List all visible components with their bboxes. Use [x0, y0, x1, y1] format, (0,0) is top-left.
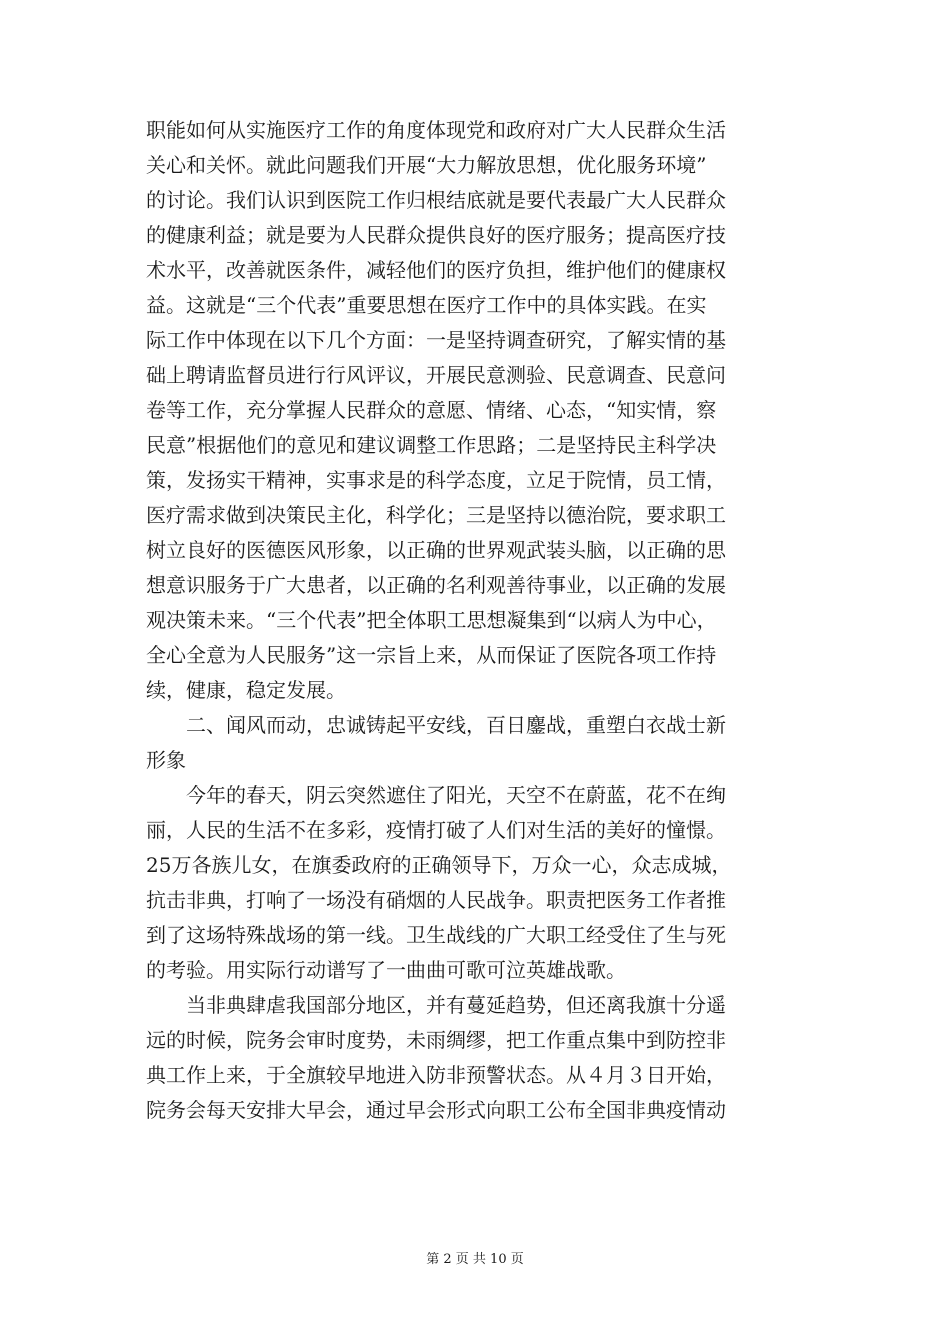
text-line: 的健康利益；就是要为人民群众提供良好的医疗服务；提高医疗技 — [146, 223, 726, 247]
text-line: 今年的春天，阴云突然遮住了阳光，天空不在蔚蓝，花不在绚 — [186, 783, 726, 807]
text-line: 际工作中体现在以下几个方面：一是坚持调查研究，了解实情的基 — [146, 328, 726, 352]
text-line: 益。这就是“三个代表”重要思想在医疗工作中的具体实践。在实 — [146, 293, 707, 317]
page-number: 第 2 页 共 10 页 — [426, 1252, 524, 1267]
body-text — [146, 113, 816, 1128]
text-line: 典工作上来，于全旗较早地进入防非预警状态。从４月３日开始， — [146, 1063, 726, 1087]
text-line: 院务会每天安排大早会，通过早会形式向职工公布全国非典疫情动 — [146, 1098, 726, 1122]
text-line: 到了这场特殊战场的第一线。卫生战线的广大职工经受住了生与死 — [146, 923, 726, 947]
text-line: 全心全意为人民服务”这一宗旨上来，从而保证了医院各项工作持 — [146, 643, 717, 667]
text-line: 丽，人民的生活不在多彩，疫情打破了人们对生活的美好的憧憬。 — [146, 818, 726, 842]
text-line: 形象 — [146, 748, 186, 772]
text-line: 25万各族儿女，在旗委政府的正确领导下，万众一心，众志成城， — [146, 853, 732, 877]
text-line: 树立良好的医德医风形象，以正确的世界观武装头脑，以正确的思 — [146, 538, 726, 562]
text-line: 当非典肆虐我国部分地区，并有蔓延趋势，但还离我旗十分遥 — [186, 993, 726, 1017]
text-line: 抗击非典，打响了一场没有硝烟的人民战争。职责把医务工作者推 — [146, 888, 726, 912]
text-line: 础上聘请监督员进行行风评议，开展民意测验、民意调查、民意问 — [146, 363, 726, 387]
text-line: 二、闻风而动，忠诚铸起平安线，百日鏖战，重塑白衣战士新 — [186, 713, 726, 737]
text-line: 观决策未来。“三个代表”把全体职工思想凝集到“以病人为中心， — [146, 608, 717, 632]
text-line: 策，发扬实干精神，实事求是的科学态度，立足于院情，员工情， — [146, 468, 726, 492]
text-line: 医疗需求做到决策民主化，科学化；三是坚持以德治院，要求职工 — [146, 503, 726, 527]
text-line: 远的时候，院务会审时度势，未雨绸缪，把工作重点集中到防控非 — [146, 1028, 726, 1052]
text-line: 术水平，改善就医条件，减轻他们的医疗负担，维护他们的健康权 — [146, 258, 726, 282]
text-line: 的考验。用实际行动谱写了一曲曲可歌可泣英雄战歌。 — [146, 958, 626, 982]
text-line: 续，健康，稳定发展。 — [146, 678, 346, 702]
text-line: 的讨论。我们认识到医院工作归根结底就是要代表最广大人民群众 — [146, 188, 726, 212]
text-line: 民意”根据他们的意见和建议调整工作思路；二是坚持民主科学决 — [146, 433, 717, 457]
text-line: 职能如何从实施医疗工作的角度体现党和政府对广大人民群众生活 — [146, 118, 726, 142]
text-line: 想意识服务于广大患者，以正确的名利观善待事业，以正确的发展 — [146, 573, 726, 597]
text-line: 关心和关怀。就此问题我们开展“大力解放思想，优化服务环境” — [146, 153, 707, 177]
text-line: 卷等工作，充分掌握人民群众的意愿、情绪、心态，“知实情，察 — [146, 398, 717, 422]
